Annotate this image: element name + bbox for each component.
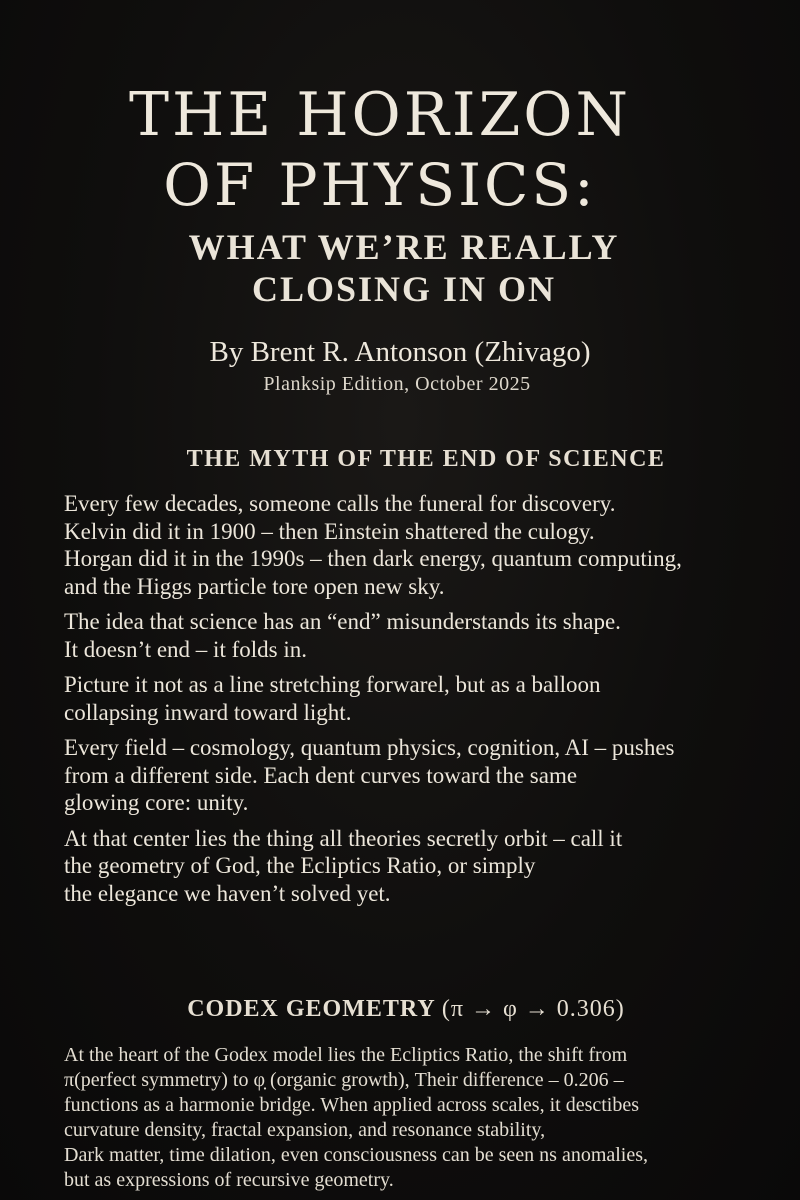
text-line: but as expressions of recursive geometry. [64, 1169, 394, 1191]
title-line-1: THE HORIZON [129, 80, 631, 150]
text-line: the elegance we haven’t solved yet. [64, 880, 391, 906]
paragraph [64, 1043, 794, 1193]
edition-line: Planksip Edition, October 2025 [263, 373, 531, 395]
text-line: It doesn’t end – it folds in. [64, 636, 307, 662]
author-byline: By Brent R. Antonson (Zhivago) [209, 336, 591, 368]
section-body-codex [64, 1043, 794, 1200]
text-line: glowing core: unity. [64, 790, 249, 815]
paragraph [64, 734, 794, 817]
text-line: collapsing inward toward light. [64, 699, 352, 725]
text-line: Horgan did it in the 1990s – then dark energy, quantum computing, [64, 546, 682, 571]
text-line: curvature density, fractal expansion, and resonance stability, [64, 1119, 546, 1141]
subtitle-line-2: CLOSING IN ON [251, 269, 557, 309]
text-line: and the Higgs particle tore open new sky. [64, 573, 445, 599]
title-line-2: OF PHYSICS: [163, 151, 597, 219]
paragraph [64, 608, 794, 663]
text-line: functions as a harmonie bridge. When applied across scales, it desctibes [64, 1094, 640, 1116]
text-line: The idea that science has an “end” misunderstands its shape. [64, 609, 621, 634]
section-heading-text: CODEX GEOMETRY [187, 996, 435, 1022]
section-heading-myth: THE MYTH OF THE END OF SCIENCE [186, 446, 666, 472]
paragraph [64, 825, 794, 908]
text-line: Picture it not as a line stretching forwarel, but as a balloon [64, 672, 601, 697]
text-line: At that center lies the thing all theories secretly orbit – call it [64, 825, 623, 851]
subtitle-line-1: WHAT WE’RE REALLY [188, 227, 620, 267]
paragraph [64, 490, 794, 600]
section-body-myth [64, 490, 794, 915]
section-heading-formula: (π → φ → 0.306) [441, 996, 625, 1022]
paragraph [64, 671, 794, 726]
text-line: π(perfect symmetry) to φ̣ (organic growth), Their difference – 0.206 – [64, 1069, 624, 1091]
text-line: from a different side. Each dent curves toward the same [64, 762, 578, 788]
text-line: At the heart of the Godex model lies the Ecliptics Ratio, the shift from [64, 1044, 628, 1066]
text-line: the geometry of God, the Ecliptics Ratio, or simply [64, 853, 536, 878]
text-line: Kelvin did it in 1900 – then Einstein shattered the culogy. [64, 518, 595, 544]
text-line: Dark matter, time dilation, even consciousness can be seen ns anomalies, [64, 1144, 649, 1166]
text-line: Every few decades, someone calls the funeral for discovery. [64, 491, 616, 516]
section-heading-codex [0, 996, 800, 1023]
text-line: Every field – cosmology, quantum physics, cognition, AI – pushes [64, 735, 675, 760]
